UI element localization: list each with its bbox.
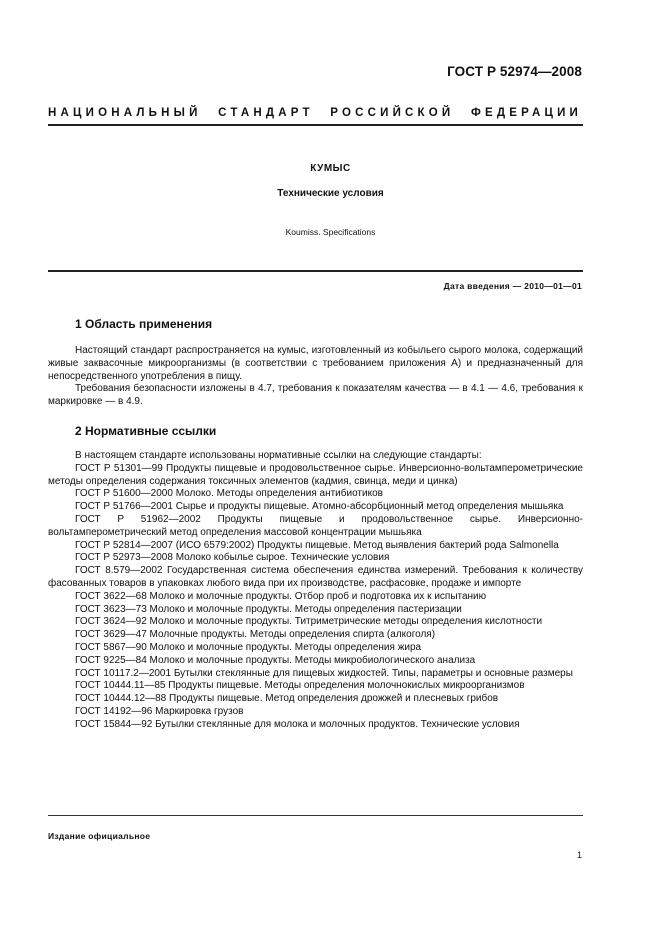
- banner-word: ФЕДЕРАЦИИ: [470, 107, 582, 119]
- reference-item: ГОСТ Р 52973—2008 Молоко кобылье сырое. Технические условия: [75, 552, 390, 564]
- reference-item: ГОСТ Р 51301—99 Продукты пищевые и продовольственное сырье. Инверсионно-вольтамперометрические методы определения содержания токсичных элементов (кадмия, свинца, меди и цинка): [48, 462, 583, 487]
- banner-word: НАЦИОНАЛЬНЫЙ: [48, 107, 202, 119]
- banner-word: СТАНДАРТ: [218, 107, 314, 119]
- reference-item: ГОСТ 10117.2—2001 Бутылки стеклянные для пищевых жидкостей. Типы, параметры и основные размеры: [75, 667, 573, 679]
- title-rule: [48, 270, 583, 272]
- reference-item: ГОСТ Р 51600—2000 Молоко. Методы определения антибиотиков: [75, 488, 383, 500]
- section-heading-scope: 1 Область применения: [75, 317, 213, 331]
- reference-item: ГОСТ 10444.12—88 Продукты пищевые. Метод определения дрожжей и плесневых грибов: [75, 693, 499, 705]
- reference-item: ГОСТ 14192—96 Маркировка грузов: [75, 705, 244, 717]
- reference-item: ГОСТ Р 52814—2007 (ИСО 6579:2002) Продукты пищевые. Метод выявления бактерий рода Salmonella: [75, 539, 559, 551]
- reference-item: ГОСТ 8.579—2002 Государственная система обеспечения единства измерений. Требования к количеству фасованных товаров в упаковках любого вида при их производстве, расфасовке, продаже и импорте: [48, 565, 583, 589]
- reference-item: ГОСТ 10444.11—85 Продукты пищевые. Методы определения молочнокислых микроорганизмов: [75, 680, 525, 692]
- document-title: КУМЫС: [310, 163, 351, 174]
- banner-word: РОССИЙСКОЙ: [330, 107, 455, 119]
- reference-item: ГОСТ 3622—68 Молоко и молочные продукты. Отбор проб и подготовка их к испытанию: [75, 590, 487, 602]
- reference-item: ГОСТ 3629—47 Молочные продукты. Методы определения спирта (алкоголя): [75, 629, 436, 641]
- section-heading-references: 2 Нормативные ссылки: [75, 424, 217, 438]
- references-intro: В настоящем стандарте использованы нормативные ссылки на следующие стандарты:: [75, 450, 482, 461]
- paragraph: Требования безопасности изложены в 4.7, требования к показателям качества — в 4.1 — 4.6, требования к маркировке — в 4.9.: [48, 383, 583, 408]
- section-scope-text: [48, 345, 583, 409]
- reference-item: ГОСТ 15844—92 Бутылки стеклянные для молока и молочных продуктов. Технические условия: [75, 718, 520, 730]
- reference-item: ГОСТ Р 51962—2002 Продукты пищевые и продовольственное сырье. Инверсионно-вольтамперометрический метод определения массовой концентрации мышьяка: [48, 513, 583, 538]
- standard-banner: [48, 107, 582, 119]
- reference-item: ГОСТ 3624—92 Молоко и молочные продукты. Титриметрические методы определения кислотности: [75, 616, 543, 628]
- official-edition-label: Издание официальное: [48, 831, 151, 841]
- reference-item: ГОСТ 3623—73 Молоко и молочные продукты. Методы определения пастеризации: [75, 603, 462, 615]
- paragraph: Настоящий стандарт распространяется на кумыс, изготовленный из кобыльего сырого молока, содержащий живые заквасочные микроорганизмы (в соответствии с требованием приложения А) и предназначенный для непосредственного употребления в пищу.: [48, 345, 583, 382]
- reference-item: ГОСТ Р 51766—2001 Сырье и продукты пищевые. Атомно-абсорбционный метод определения мышьяка: [75, 501, 564, 513]
- banner-rule: [48, 124, 583, 126]
- document-subtitle: Технические условия: [277, 188, 384, 199]
- reference-item: ГОСТ 5867—90 Молоко и молочные продукты. Методы определения жира: [75, 641, 422, 653]
- english-title: Koumiss. Specifications: [285, 227, 376, 237]
- footer-rule: [48, 815, 583, 816]
- references-list: [48, 450, 583, 732]
- document-number: ГОСТ Р 52974—2008: [447, 64, 582, 79]
- page-number: 1: [576, 850, 582, 860]
- introduction-date: Дата введения — 2010—01—01: [443, 281, 582, 291]
- reference-item: ГОСТ 9225—84 Молоко и молочные продукты. Методы микробиологического анализа: [75, 654, 476, 666]
